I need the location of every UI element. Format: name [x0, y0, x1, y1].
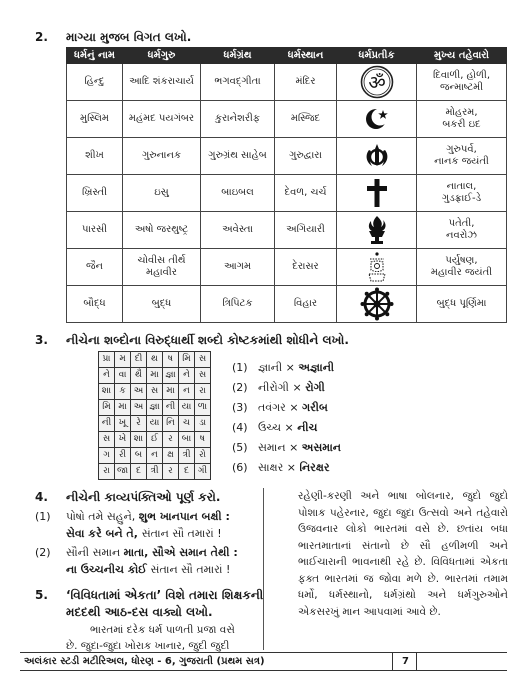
religion-symbol [337, 212, 417, 249]
grid-cell: ન [147, 448, 163, 464]
religion-name: શીખ [67, 138, 123, 175]
grid-cell: રી [115, 448, 131, 464]
item-number: (1) [232, 361, 248, 374]
religion-symbol [337, 249, 417, 286]
antonym-item [232, 438, 341, 458]
antonym-word: સમાન [258, 441, 286, 454]
column-header: ધર્મગ્રંથ [201, 48, 275, 64]
festival-line: મોહરમ, [445, 106, 478, 118]
page-number: 7 [402, 656, 409, 667]
religion-name: ખ્રિસ્તી [67, 175, 123, 212]
column-header: ધર્મનું નામ [67, 48, 123, 64]
poem-line [66, 546, 238, 560]
grid-cell: જા [115, 464, 131, 480]
antonym-word: ઉચ્ચ [258, 421, 282, 434]
poem-answer-text: માતા, સૌએ સમાન તેથી : [123, 546, 238, 559]
table-row [67, 138, 507, 175]
grid-cell: રા [195, 384, 211, 400]
answer-paragraph: રહેણી-કરણી અને ભાષા બોલનાર, જુદો જુદો પોશાક પહેરનાર, જુદા જુદા ઉત્સવો અને તહેવારો ઉજવનાર લોકો ભારતમાં વસે છે. છતાંય બધા ભારતમાતાનાં સંતાનો છે સૌ હળીમળી અને ભાઈચારાની ભાવનાથી રહે છે. વિવિધતામાં એકતા ફક્ત ભારતમાં જ જોવા મળે છે. ભારતમાં તમામ ધર્મો, ધર્મસ્થાનો, ધર્મગ્રંથો અને ધર્મગુરુઓને એકસરખું માન આપવામાં આવે છે. [298, 490, 508, 618]
guru-line: ચોવીસ તીર્થ [137, 254, 186, 266]
grid-row [99, 432, 211, 448]
item-number: (3) [232, 401, 248, 414]
grid-row [99, 448, 211, 464]
religion-symbol [337, 101, 417, 138]
item-number: (6) [232, 461, 248, 474]
antonym-item [232, 458, 341, 478]
item-number: (2) [232, 381, 248, 394]
festival-line: ગુડફ્રાઈ-ડે [441, 193, 482, 204]
item-number: (5) [232, 441, 248, 454]
grid-cell: ત્રી [179, 448, 195, 464]
grid-cell: સ [195, 352, 211, 368]
question-title: નીચેની કાવ્યપંક્તિઓ પૂર્ણ કરો. [66, 490, 221, 504]
grid-row [99, 400, 211, 416]
grid-cell: જ્ઞા [147, 400, 163, 416]
grid-cell: સ [99, 432, 115, 448]
antonym-answer: ગરીબ [302, 401, 328, 414]
religion-scripture: ત્રિપિટક [201, 286, 275, 323]
question-title: મદદથી આઠ-દસ વાક્યો લખો. [66, 605, 213, 619]
answer-line: છે. જુદા-જુદા ખોરાક ખાનાર, જુદી જુદી [66, 640, 230, 652]
column-header: ધર્મગુરુ [123, 48, 201, 64]
grid-cell: ષ [163, 352, 179, 368]
grid-cell: વા [115, 368, 131, 384]
religion-scripture: અવેસ્તા [201, 212, 275, 249]
festival-line: પતેતી, [448, 217, 475, 229]
column-divider [263, 488, 264, 650]
antonym-answer: રોગી [305, 381, 325, 394]
festival-line: દિવાળી, હોળી, [433, 69, 490, 81]
grid-cell: ક [115, 384, 131, 400]
table-row [67, 249, 507, 286]
grid-cell: ત્રી [147, 464, 163, 480]
religion-place: અગિયારી [275, 212, 337, 249]
poem-line [66, 510, 230, 524]
column-header: ધર્મસ્થાન [275, 48, 337, 64]
grid-cell: ક્ષ [163, 448, 179, 464]
antonym-word: સાક્ષર [258, 461, 284, 474]
question-number: 5. [35, 588, 48, 602]
grid-cell: બ [131, 448, 147, 464]
grid-cell: ર [163, 432, 179, 448]
grid-cell: અ [131, 384, 147, 400]
religion-symbol [337, 175, 417, 212]
religion-scripture: બાઇબલ [201, 175, 275, 212]
poem-given-text: પોષો તમે સહુને, [66, 510, 139, 523]
antonym-word: તવંગર [258, 401, 286, 414]
antonym-word: નીરોગી [258, 381, 289, 394]
poem-given-text: સંતાન સૌ તમારાં ! [150, 563, 231, 576]
religion-symbol [337, 64, 417, 101]
festival-line: પર્યુષણ, [445, 254, 478, 266]
religion-place: ગુરુદ્વારા [275, 138, 337, 175]
table-row [67, 212, 507, 249]
religion-guru: ગુરુનાનક [123, 138, 201, 175]
word-grid [98, 351, 211, 480]
festival-line: મહાવીર જયંતી [430, 267, 493, 278]
religion-table [66, 47, 507, 323]
grid-cell: યા [147, 416, 163, 432]
festival-line: નવરોઝ [446, 230, 477, 241]
khanda-icon [362, 141, 392, 171]
table-row [67, 64, 507, 101]
religion-guru: ઇસુ [123, 175, 201, 212]
grid-cell: ડા [195, 416, 211, 432]
grid-cell: પ્રા [99, 352, 115, 368]
grid-cell: રે [131, 416, 147, 432]
antonym-word: જ્ઞાની [258, 361, 283, 374]
grid-cell: સ [147, 384, 163, 400]
question-number: 3. [35, 333, 48, 347]
grid-cell: યા [179, 400, 195, 416]
poem-item-number: (2) [35, 546, 51, 559]
religion-festivals [417, 286, 507, 323]
table-row [67, 101, 507, 138]
religion-symbol [337, 138, 417, 175]
question-number: 2. [35, 30, 48, 44]
religion-festivals [417, 101, 507, 138]
grid-row [99, 368, 211, 384]
religion-place: દેરાસર [275, 249, 337, 286]
grid-cell: દી [131, 352, 147, 368]
question-title: નીચેના શબ્દોના વિરુદ્ધાર્થી શબ્દો કોષ્ટકમાંથી શોધીને લખો. [66, 333, 349, 347]
religion-scripture: ગુરુગ્રંથ સાહેબ [201, 138, 275, 175]
grid-cell: થૈ [131, 368, 147, 384]
grid-cell: મિ [179, 352, 195, 368]
festival-line: નાતાલ, [446, 180, 477, 192]
svg-text:ॐ: ॐ [367, 72, 386, 94]
grid-cell: મિ [99, 400, 115, 416]
antonym-answers [232, 358, 341, 478]
grid-cell: સ [195, 368, 211, 384]
grid-cell: મા [163, 384, 179, 400]
item-number: (4) [232, 421, 248, 434]
poem-line [66, 527, 222, 541]
religion-festivals [417, 138, 507, 175]
grid-cell: રો [195, 448, 211, 464]
grid-cell: ને [99, 368, 115, 384]
times-sign: × [284, 421, 294, 434]
grid-cell: થ [147, 352, 163, 368]
poem-answer-text: ના ઉચ્ચનીચ કોઈ [66, 563, 151, 576]
dharma-wheel-icon [360, 287, 394, 321]
sacred-fire-icon [362, 214, 392, 246]
grid-row [99, 352, 211, 368]
poem-answer-text: સેવા કરે બને તે, [66, 527, 142, 540]
times-sign: × [286, 461, 296, 474]
crescent-star-icon [362, 104, 392, 134]
religion-festivals [417, 212, 507, 249]
grid-cell: ચ [179, 416, 195, 432]
grid-cell: ગી [195, 464, 211, 480]
question-number: 4. [35, 490, 48, 504]
antonym-item [232, 358, 341, 378]
grid-cell: દ [131, 464, 147, 480]
footer-separator [392, 653, 393, 670]
poem-item-number: (1) [35, 510, 51, 523]
religion-place: વિહાર [275, 286, 337, 323]
antonym-answer: અજ્ઞાની [298, 361, 335, 374]
religion-guru: બુદ્ધ [123, 286, 201, 323]
religion-symbol [337, 286, 417, 323]
poem-line [66, 563, 230, 577]
antonym-item [232, 378, 341, 398]
grid-row [99, 464, 211, 480]
religion-guru: આદિ શંકરાચાર્ય [123, 64, 201, 101]
column-header: મુખ્ય તહેવારો [417, 48, 507, 64]
religion-guru [123, 249, 201, 286]
times-sign: × [289, 441, 299, 454]
grid-cell: ળા [195, 400, 211, 416]
grid-cell: અ [131, 400, 147, 416]
antonym-answer: અસમાન [301, 441, 341, 454]
festival-line: નાનક જયંતી [434, 156, 489, 167]
grid-cell: ની [163, 400, 179, 416]
grid-cell: ખે [115, 432, 131, 448]
jain-hand-icon [363, 250, 391, 284]
grid-cell: બા [179, 432, 195, 448]
times-sign: × [285, 361, 295, 374]
column-header: ધર્મપ્રતીક [337, 48, 417, 64]
grid-cell: શા [131, 432, 147, 448]
table-row [67, 286, 507, 323]
grid-cell: ને [179, 368, 195, 384]
grid-cell: દ [179, 464, 195, 480]
answer-line: ભારતમાં દરેક ધર્મ પાળતી પ્રજા વસે [90, 624, 235, 636]
religion-festivals [417, 249, 507, 286]
religion-guru: અષો જરથુષ્ટ્ર [123, 212, 201, 249]
religion-festivals [417, 64, 507, 101]
festival-line: બકરી ઇદ [442, 119, 481, 130]
religion-name: મુસ્લિમ [67, 101, 123, 138]
poem-given-text: સંતાન સૌ તમારાં ! [141, 527, 222, 540]
religion-name: પારસી [67, 212, 123, 249]
om-icon [360, 65, 394, 99]
page-footer [20, 652, 507, 671]
religion-name: જૈન [67, 249, 123, 286]
religion-name: હિન્દુ [67, 64, 123, 101]
religion-scripture: ભગવદ્ગીતા [201, 64, 275, 101]
grid-row [99, 416, 211, 432]
festival-line: જન્માષ્ટમી [439, 82, 484, 93]
poem-answer-text: શુભ ખાનપાન બક્ષી : [138, 510, 230, 523]
question-title: માગ્યા મુજબ વિગત લખો. [66, 30, 192, 44]
religion-festivals [417, 175, 507, 212]
grid-cell: નિ [163, 416, 179, 432]
grid-cell: શા [99, 384, 115, 400]
question-title: ‘વિવિધતામાં એકતા’ વિશે તમારા શિક્ષકની [66, 588, 264, 602]
antonym-answer: નિરક્ષર [299, 461, 330, 474]
guru-line: મહાવીર [146, 267, 177, 278]
festival-line: બુદ્ધ પૂર્ણિમા [436, 297, 487, 309]
grid-cell: ઈ [147, 432, 163, 448]
poem-given-text: સૌની સમાન [66, 546, 124, 559]
grid-cell: ષ [195, 432, 211, 448]
grid-cell: ર [163, 464, 179, 480]
antonym-answer: નીચ [297, 421, 318, 434]
cross-icon [362, 177, 392, 209]
table-header-row [67, 48, 507, 64]
grid-cell: રા [99, 464, 115, 480]
religion-place: મંદિર [275, 64, 337, 101]
religion-guru: મહંમદ પયગંબર [123, 101, 201, 138]
grid-cell: મા [147, 368, 163, 384]
grid-cell: ખૂ [115, 416, 131, 432]
times-sign: × [292, 381, 302, 394]
grid-cell: ન [179, 384, 195, 400]
religion-scripture: કુરાનેશરીફ [201, 101, 275, 138]
religion-place: મસ્જિદ [275, 101, 337, 138]
grid-cell: ની [99, 416, 115, 432]
religion-place: દેવળ, ચર્ચ [275, 175, 337, 212]
religion-name: બૌદ્ધ [67, 286, 123, 323]
grid-cell: ગ [99, 448, 115, 464]
times-sign: × [289, 401, 299, 414]
grid-cell: મ [115, 352, 131, 368]
grid-cell: મા [115, 400, 131, 416]
grid-cell: જ્ઞા [163, 368, 179, 384]
religion-scripture: આગમ [201, 249, 275, 286]
footer-separator [416, 653, 417, 670]
grid-row [99, 384, 211, 400]
festival-line: ગુરુપર્વ, [446, 143, 477, 155]
footer-title: અલંકાર સ્ટડી મટીરિઅલ, ધોરણ - 6, ગુજરાતી (પ્રથમ સત્ર) [24, 656, 265, 667]
antonym-item [232, 398, 341, 418]
table-row [67, 175, 507, 212]
antonym-item [232, 418, 341, 438]
